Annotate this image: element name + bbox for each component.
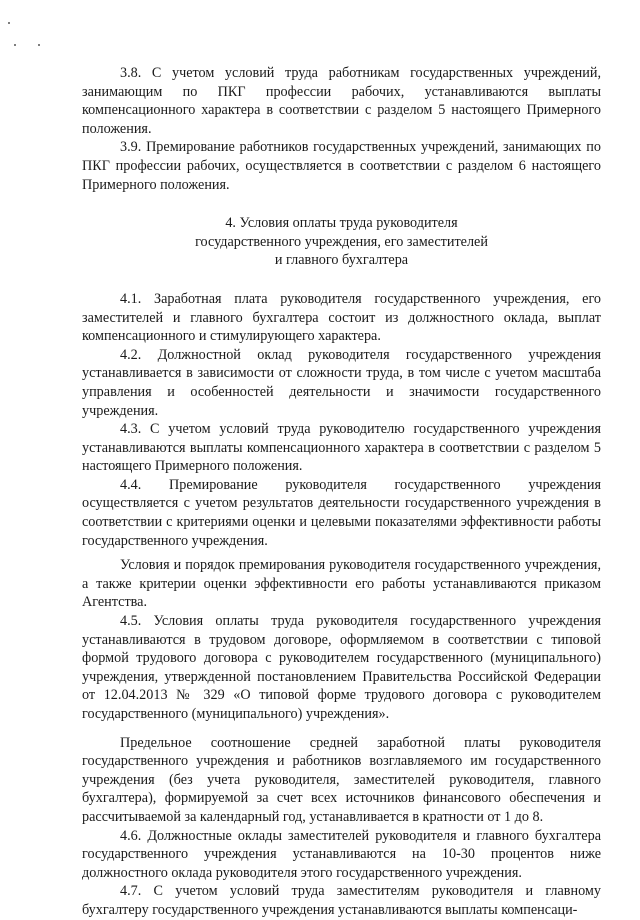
paragraph-4-2: 4.2. Должностной оклад руководителя государственного учреждения устанавливается в зависимости от сложности труда, в том числе с учетом масштаба управления и особенностей деятельности и значимости государственного учреждения. <box>82 346 601 419</box>
paragraph-4-6: 4.6. Должностные оклады заместителей руководителя и главного бухгалтера государственного учреждения устанавливаются на 10-30 процентов ниже должностного оклада руководителя этого государственного учреждения. <box>82 827 601 881</box>
paragraph-4-3: 4.3. С учетом условий труда руководителю государственного учреждения устанавливаются выплаты компенсационного характера в соответствии с разделом 5 настоящего Примерного положения. <box>82 421 601 475</box>
paragraph-salary-ratio: Предельное соотношение средней заработной платы руководителя государственного учреждения и работников возглавляемого им государственного учреждения (без учета руководителя, заместителей руководителя, главного бухгалтера), формируемой за счет всех источников финансового обеспечения и рассчитываемой за календарный год, устанавливается в кратности от 1 до 8. <box>82 734 601 825</box>
section-heading-line: 4. Условия оплаты труда руководителя <box>225 215 458 232</box>
section-heading-line: и главного бухгалтера <box>274 252 409 269</box>
section-heading-line: государственного учреждения, его заместителей <box>195 233 488 250</box>
paragraph-4-7: 4.7. С учетом условий труда заместителям руководителя и главному бухгалтеру государственного учреждения устанавливаются выплаты компенсаци- <box>82 883 601 918</box>
paragraph-3-8: 3.8. С учетом условий труда работникам государственных учреждений, занимающим по ПКГ профессии рабочих, устанавливаются выплаты компенсационного характера в соответствии с разделом 5 настоящего Примерного положения. <box>82 65 601 137</box>
scan-speck <box>38 44 40 46</box>
document-body <box>82 64 601 920</box>
paragraph-bonus-conditions: Условия и порядок премирования руководителя государственного учреждения, а также критерии оценки эффективности его работы устанавливаются приказом Агентства. <box>82 557 601 611</box>
section-4-heading <box>82 214 601 270</box>
paragraph-4-4: 4.4. Премирование руководителя государственного учреждения осуществляется с учетом результатов деятельности государственного учреждения в соответствии с критериями оценки и целевыми показателями эффективности работы государственного учреждения. <box>82 476 601 549</box>
scan-speck <box>14 44 16 46</box>
paragraph-3-9: 3.9. Премирование работников государственных учреждений, занимающих по ПКГ профессии рабочих, осуществляется в соответствии с разделом 6 настоящего Примерного положения. <box>82 139 601 193</box>
paragraph-4-5: 4.5. Условия оплаты труда руководителя государственного учреждения устанавливаются в трудовом договоре, оформляемом в соответствии с типовой формой трудового договора с руководителем государственного (муниципального) учреждения, утвержденной постановлением Правительства Российской Федерации от 12.04.2013 № 329 «О типовой форме трудового договора с руководителем государственного (муниципального) учреждения». <box>82 613 601 722</box>
paragraph-4-1: 4.1. Заработная плата руководителя государственного учреждения, его заместителей и главного бухгалтера состоит из должностного оклада, выплат компенсационного и стимулирующего характера. <box>82 290 601 345</box>
scan-speck <box>8 22 10 24</box>
